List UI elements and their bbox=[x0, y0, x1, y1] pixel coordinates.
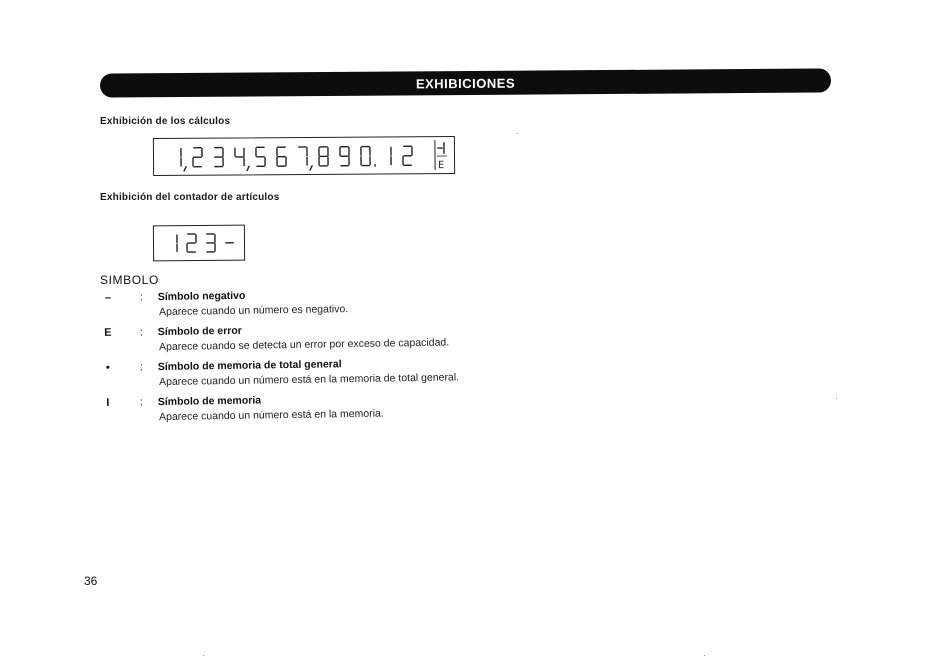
scan-speck bbox=[517, 133, 518, 134]
scan-speck bbox=[836, 398, 837, 399]
symbol-glyph: E bbox=[104, 326, 112, 339]
symbol-description: Aparece cuando se detecta un error por exceso de capacidad. bbox=[158, 336, 450, 354]
symbol-colon: : bbox=[139, 361, 143, 374]
symbol-colon: : bbox=[139, 291, 143, 304]
calc-display-lcd-digits bbox=[154, 137, 454, 175]
symbol-description: Aparece cuando un número está en la memoria. bbox=[158, 407, 384, 424]
page-number: 36 bbox=[84, 574, 98, 588]
lcd-comma bbox=[310, 166, 312, 170]
page-title: EXHIBICIONES bbox=[415, 75, 516, 91]
symbol-row-error bbox=[100, 320, 560, 359]
symbol-glyph: • bbox=[105, 361, 110, 374]
symbols-title: SIMBOLO bbox=[100, 273, 159, 287]
symbol-description: Aparece cuando un número es negativo. bbox=[158, 303, 349, 319]
symbol-row-grand-total bbox=[100, 355, 560, 394]
counter-display-lcd bbox=[153, 225, 245, 262]
symbol-name: Símbolo negativo bbox=[157, 289, 246, 304]
symbol-name: Símbolo de error bbox=[157, 324, 242, 339]
symbol-name: Símbolo de memoria bbox=[157, 394, 262, 409]
symbol-description: Aparece cuando un número está en la memoria de total general. bbox=[158, 371, 460, 389]
symbol-glyph: – bbox=[104, 291, 111, 304]
counter-display-lcd-digits bbox=[154, 226, 244, 261]
lcd-comma bbox=[184, 167, 186, 171]
symbol-name: Símbolo de memoria de total general bbox=[157, 358, 342, 374]
symbol-colon: : bbox=[139, 396, 143, 409]
lcd-comma bbox=[247, 166, 249, 170]
symbol-row-negative bbox=[100, 285, 560, 324]
error-indicator: E bbox=[438, 160, 445, 172]
calc-display-lcd bbox=[153, 136, 455, 176]
calc-display-heading: Exhibición de los cálculos bbox=[100, 116, 231, 127]
scan-speck bbox=[704, 655, 705, 656]
symbol-colon: : bbox=[139, 326, 143, 339]
section-title-bar bbox=[100, 68, 831, 97]
symbol-glyph: I bbox=[106, 396, 110, 409]
counter-display-heading: Exhibición del contador de artículos bbox=[100, 192, 280, 203]
symbol-row-memory bbox=[100, 390, 560, 429]
scan-speck bbox=[203, 655, 204, 656]
